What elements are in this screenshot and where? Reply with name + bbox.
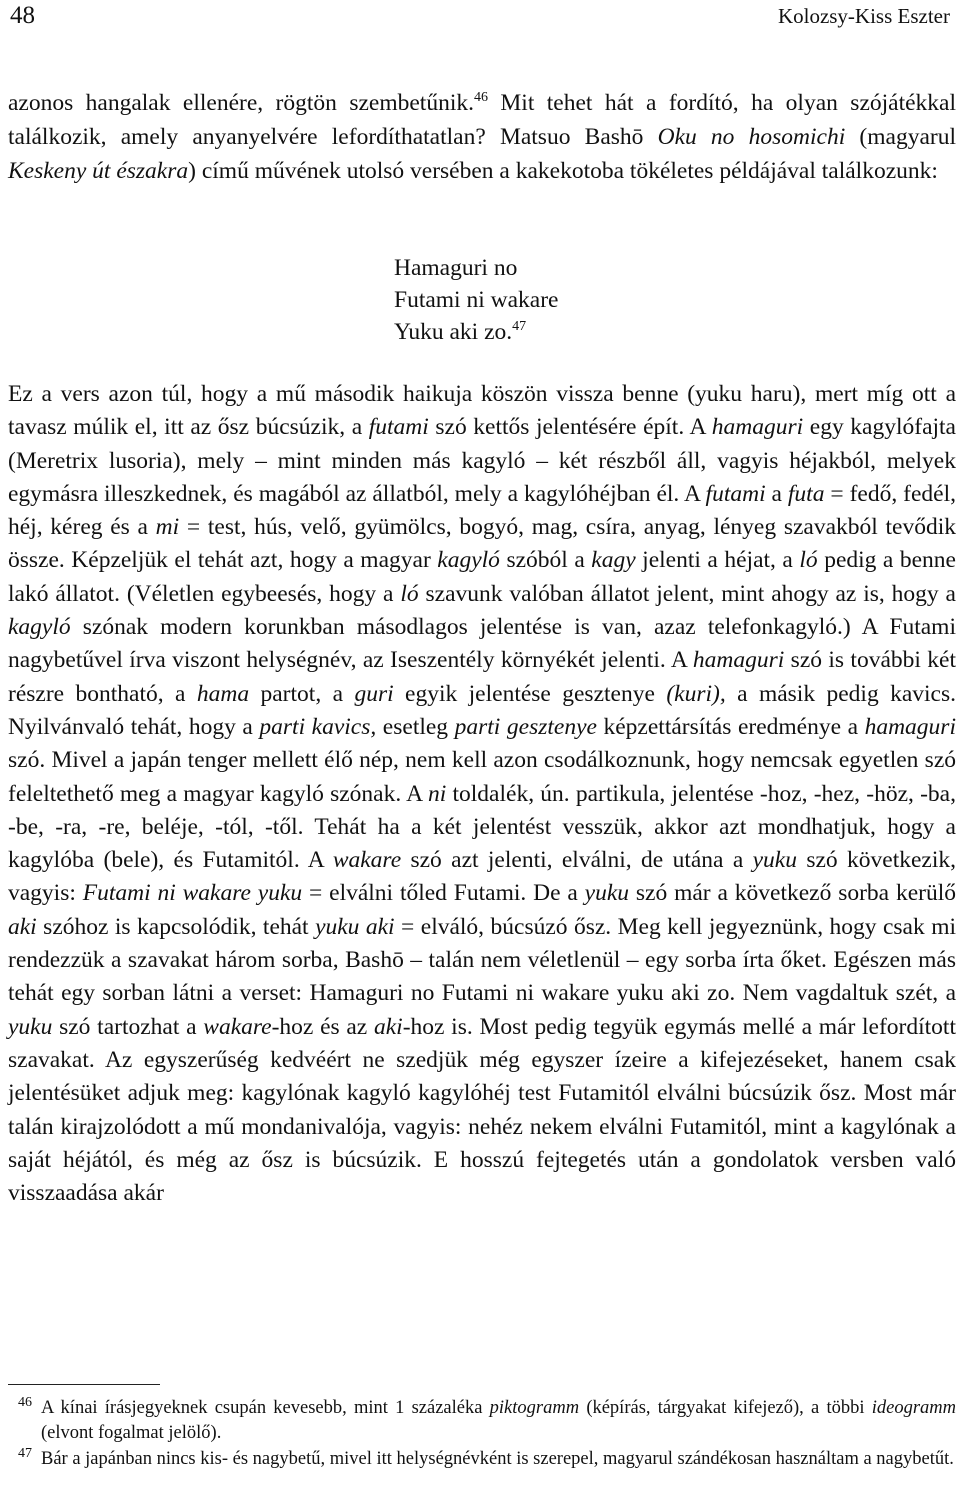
footnote-ref-47: 47	[512, 319, 527, 334]
page-number: 48	[10, 2, 35, 29]
title-oku-no-hosomichi: Oku no hosomichi	[657, 124, 846, 150]
title-keskeny-ut-eszakra: Keskeny út északra	[8, 158, 189, 184]
footnote-number: 47	[18, 1446, 32, 1461]
page-header	[10, 2, 950, 36]
footnotes	[8, 1396, 956, 1473]
haiku-poem	[394, 252, 558, 348]
paragraph-analysis: Ez a vers azon túl, hogy a mű második haikuja köszön vissza benne (yuku haru), mert míg ott a tavasz múlik el, itt az ősz búcsúzik, a futami szó kettős jelentésére épít. A hamaguri egy kagylófajta (Meretrix lusoria), mely – mint minden más kagyló – két részből áll, vagyis héjakból, melyek egymásra illeszkednek, és magából az állatból, mely a kagylóhéjban él. A futami a futa = fedő, fedél, héj, kéreg és a mi = test, hús, velő, gyümölcs, bogyó, mag, csíra, anyag, lényeg szavakból tevődik össze. Képzeljük el tehát azt, hogy a magyar kagyló szóból a kagy jelenti a héjat, a ló pedig a benne lakó állatot. (Véletlen egybeesés, hogy a ló szavunk valóban állatot jelent, mint ahogy az is, hogy a kagyló szónak modern korunkban másodlagos jelentése is van, azaz telefonkagyló.) A Futami nagybetűvel írva viszont helységnév, az Iseszentély környékét jelenti. A hamaguri szó is további két részre bontható, a hama partot, a guri egyik jelentése gesztenye (kuri), a másik pedig kavics. Nyilvánvaló tehát, hogy a parti kavics, esetleg parti gesztenye képzettársítás eredménye a hamaguri szó. Mivel a japán tenger mellett élő nép, nem kell azon csodálkoznunk, hogy nemcsak egyetlen szó feleltethető meg a magyar kagyló szónak. A ni toldalék, ún. partikula, jelentése -hoz, -hez, -höz, -ba, -be, -ra, -re, beléje, -tól, -től. Tehát ha a két jelentést vesszük, akkor azt mondhatjuk, hogy a kagylóba (bele), és Futamitól. A wakare szó azt jelenti, elválni, de utána a yuku szó következik, vagyis: Futami ni wakare yuku = elválni tőled Futami. De a yuku szó már a következő sorba kerülő aki szóhoz is kapcsolódik, tehát yuku aki = elváló, búcsúzó ősz. Meg kell jegyeznünk, hogy csak mi rendezzük a szavakat három sorba, Bashō – talán nem véletlenül – egy sorba írta őket. Egészen más tehát egy sorban látni a verset: Hamaguri no Futami ni wakare yuku aki zo. Nem vagdaltuk szét, a yuku szó tartozhat a wakare-hoz és az aki-hoz is. Most pedig tegyük egymás mellé a már lefordított szavakat. Az egyszerűség kedvéért ne szedjük még egyszer ízeire a kifejezéseket, hanem csak jelentésüket adjuk meg: kagylónak kagyló kagylóhéj test Futamitól elválni búcsúzik ősz. Most már talán kirajzolódott a mű mondanivalója, vagyis: nehéz nekem elválni Futamitól, mint a kagylónak a saját héjától, és még az ősz is búcsúzik. E hosszú fejtegetés után a gondolatok versben való visszaadása akár	[8, 381, 957, 1207]
footnote-divider	[8, 1384, 160, 1385]
running-head: Kolozsy-Kiss Eszter	[777, 4, 950, 28]
footnote-46: 46 A kínai írásjegyeknek csupán kevesebb, mint 1 százaléka piktogramm (képírás, tárgyakat kifejező), a többi ideogramm (elvont fogalmat jelölő).	[8, 1396, 956, 1446]
paragraph-intro: azonos hangalak ellenére, rögtön szembetűnik.$^{46}$ Mit tehet hát a fordító, ha olyan szójátékkal találkozik, amely anyanyelvére lefordíthatatlan? Matsuo Bashō Oku no hosomichi (magyarul Keskeny út északra) című művének utolsó versében a kakekotoba tökéletes példájával találkozunk:	[8, 90, 956, 184]
poem-line-1: Hamaguri no	[394, 255, 518, 281]
poem-line-2: Futami ni wakare	[394, 287, 559, 313]
poem-line-3: Yuku aki zo.$^{47}$	[394, 319, 527, 345]
footnote-number: 46	[18, 1395, 32, 1410]
footnote-ref-46: 46	[473, 90, 488, 105]
footnote-47: 47 Bár a japánban nincs kis- és nagybetű, mivel itt helységnévként is szerepel, magyarul szándékosan használtam a nagybetűt.	[8, 1447, 956, 1472]
